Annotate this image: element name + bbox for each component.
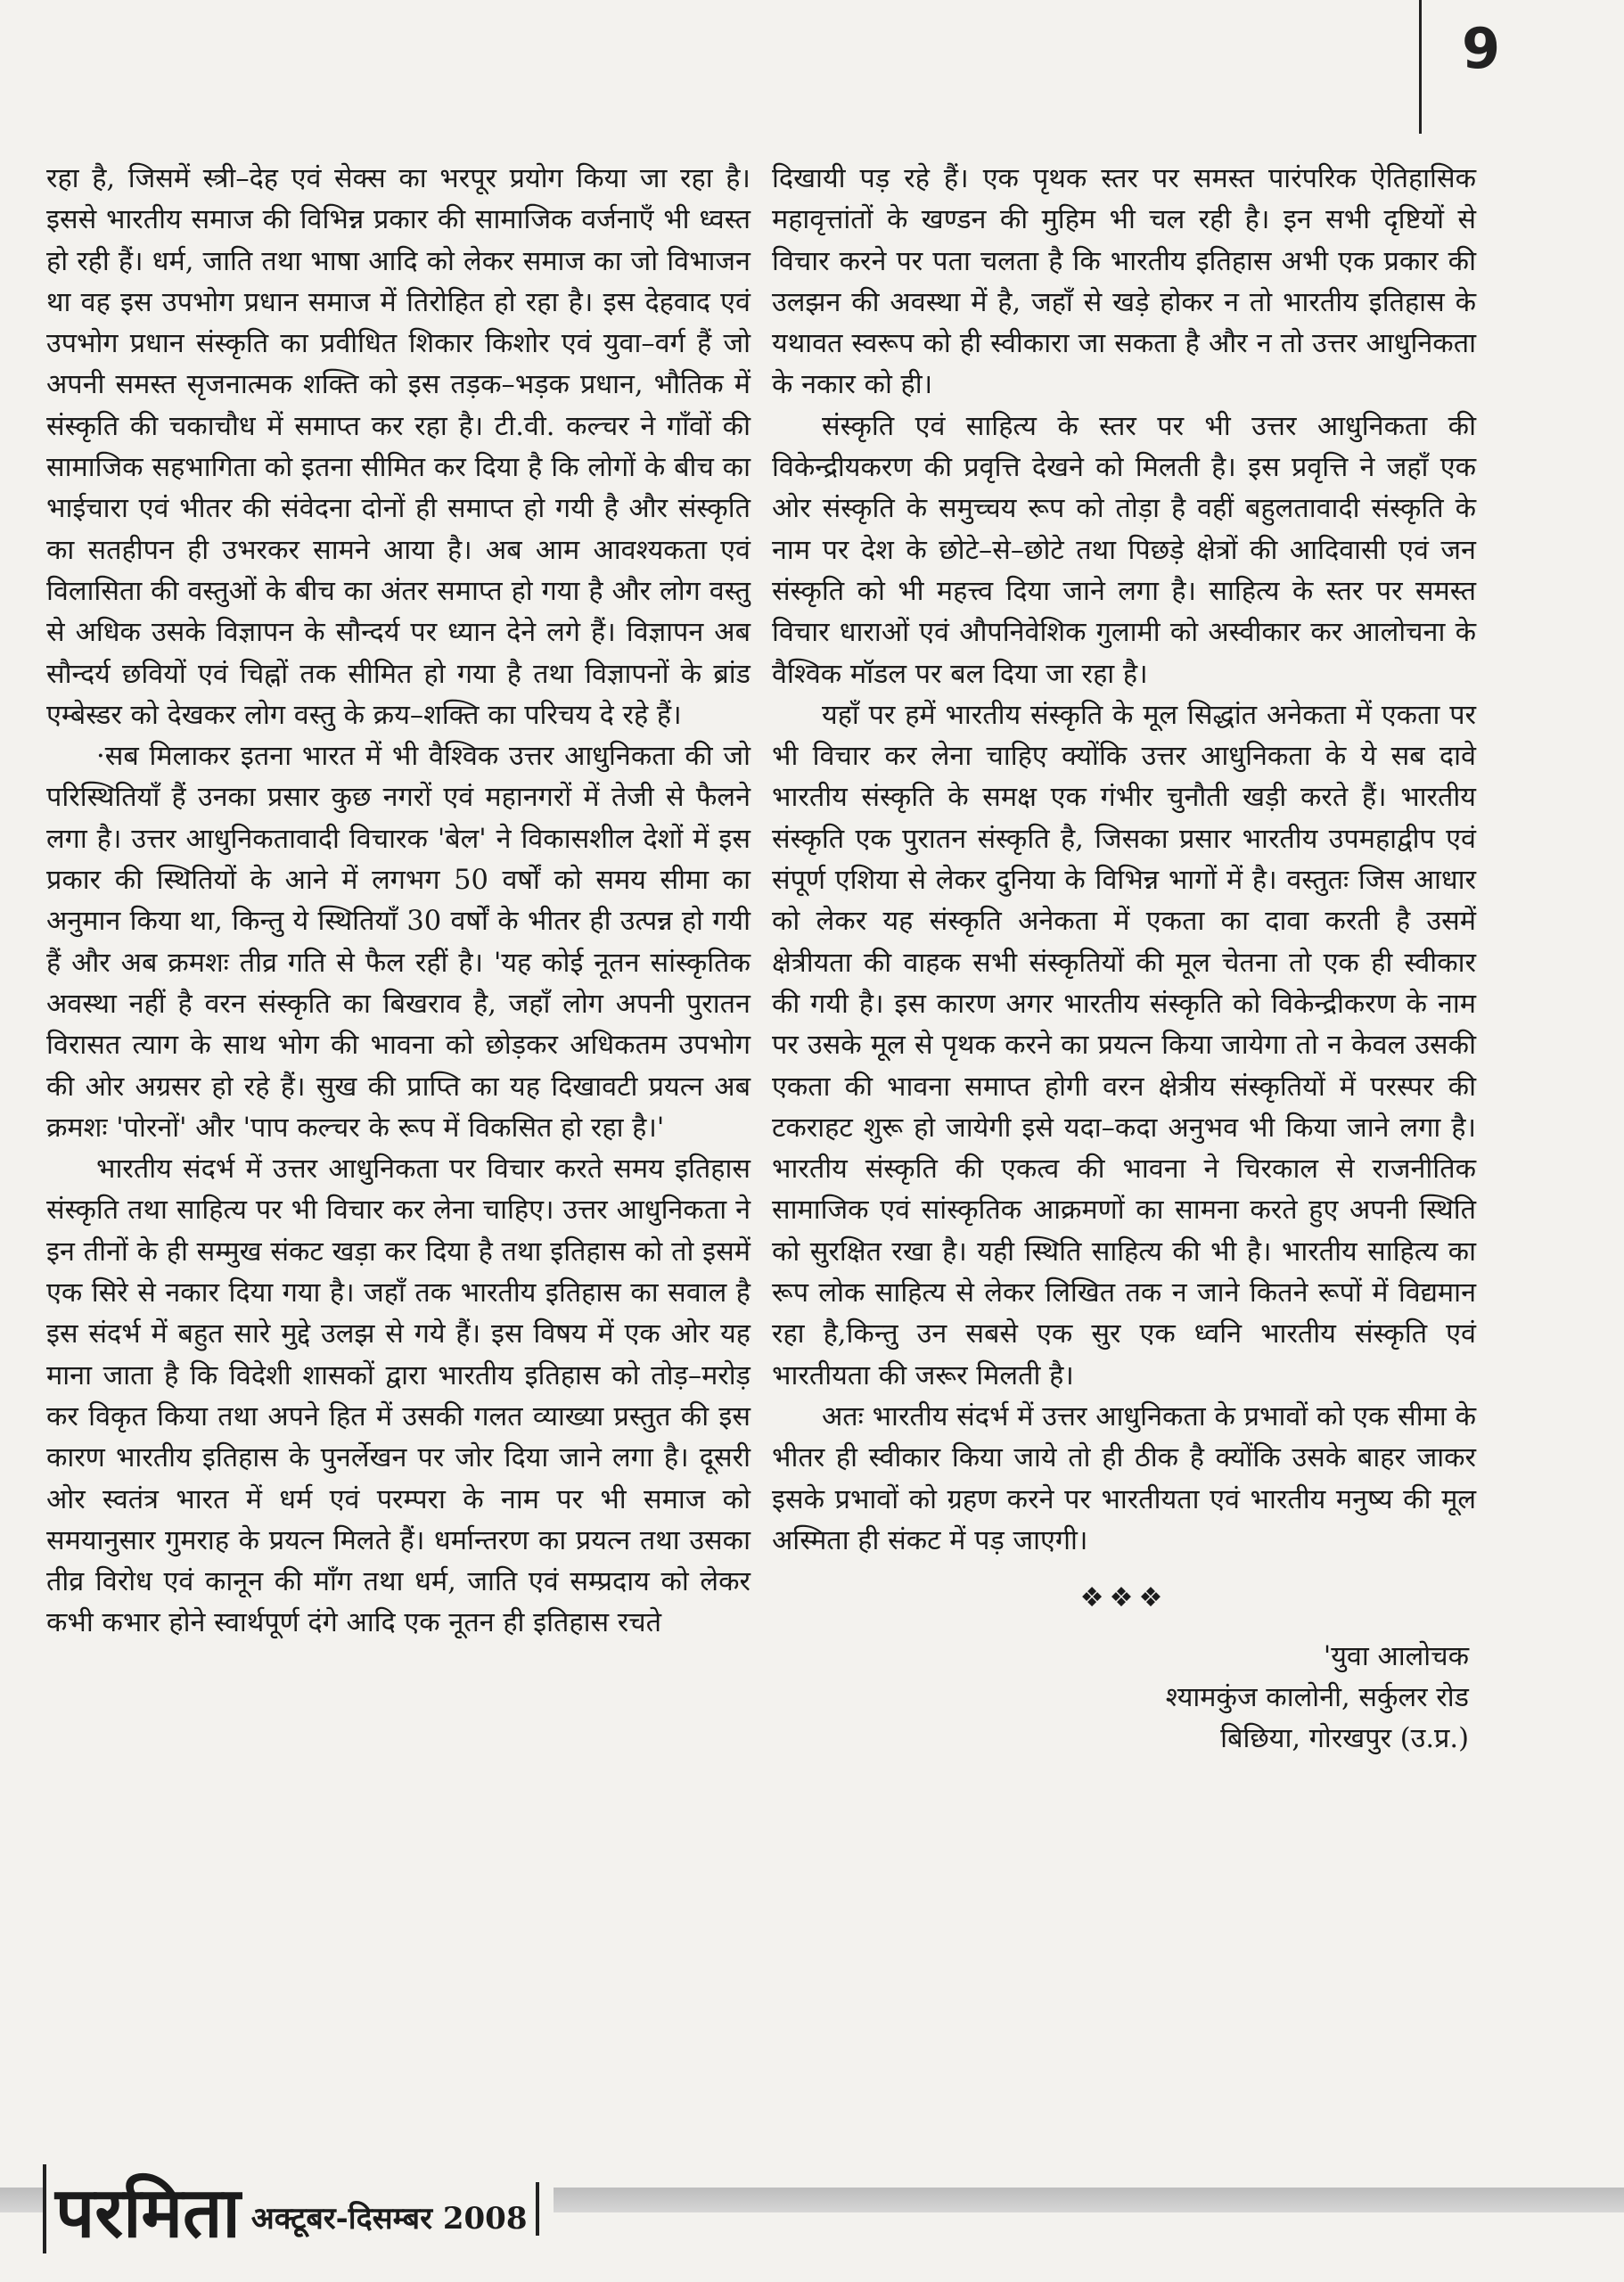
right-paragraph-1: दिखायी पड़ रहे हैं। एक पृथक स्तर पर समस्त पारंपरिक ऐतिहासिक महावृत्तांतों के खण्डन की मुहिम भी चल रही है। इन सभी दृष्टियों से विचार करने पर पता चलता है कि भारतीय इतिहास अभी एक प्रकार की उलझन की अवस्था में है, जहाँ से खड़े होकर न तो भारतीय इतिहास के यथावत स्वरूप को ही स्वीकारा जा सकता है और न तो उत्तर आधुनिकता के नकार को ही। [772, 163, 1476, 401]
author-title: 'युवा आलोचक [1323, 1641, 1469, 1673]
top-divider [1419, 0, 1422, 134]
right-paragraph-4: अतः भारतीय संदर्भ में उत्तर आधुनिकता के प्रभावों को एक सीमा के भीतर ही स्वीकार किया जाये तो ही ठीक है क्योंकि उसके बाहर जाकर इसके प्रभावों को ग्रहण करने पर भारतीयता एवं भारतीय मनुष्य की मूल अस्मिता ही संकट में पड़ जाएगी। [772, 1400, 1476, 1556]
author-city: बिछिया, गोरखपुर (उ.प्र.) [1220, 1723, 1469, 1755]
footer-left-bar [43, 2164, 46, 2253]
issue-date: अक्टूबर-दिसम्बर 2008 [250, 2201, 528, 2237]
left-column [46, 159, 750, 1645]
magazine-name: परमिता [55, 2172, 241, 2253]
footer [43, 2164, 554, 2253]
footer-right-bar [536, 2182, 539, 2236]
left-paragraph-1: रहा है, जिसमें स्त्री–देह एवं सेक्स का भरपूर प्रयोग किया जा रहा है। इससे भारतीय समाज की विभिन्न प्रकार की सामाजिक वर्जनाएँ भी ध्वस्त हो रही हैं। धर्म, जाति तथा भाषा आदि को लेकर समाज का जो विभाजन था वह इस उपभोग प्रधान समाज में तिरोहित हो रहा है। इस देहवाद एवं उपभोग प्रधान संस्कृति का प्रवीधित शिकार किशोर एवं युवा–वर्ग हैं जो अपनी समस्त सृजनात्मक शक्ति को इस तड़क–भड़क प्रधान, भौतिक में संस्कृति की चकाचौध में समाप्त कर रहा है। टी.वी. कल्चर ने गाँवों की सामाजिक सहभागिता को इतना सीमित कर दिया है कि लोगों के बीच का भाईचारा एवं भीतर की संवेदना दोनों ही समाप्त हो गयी है और संस्कृति का सतहीपन ही उभरकर सामने आया है। अब आम आवश्यकता एवं विलासिता की वस्तुओं के बीच का अंतर समाप्त हो गया है और लोग वस्तु से अधिक उसके विज्ञापन के सौन्दर्य पर ध्यान देने लगे हैं। विज्ञापन अब सौन्दर्य छवियों एवं चिह्नों तक सीमित हो गया है तथा विज्ञापनों के ब्रांड एम्बेस्डर को देखकर लोग वस्तु के क्रय–शक्ति का परिचय दे रहे हैं। [46, 163, 750, 731]
right-column [772, 159, 1476, 1760]
author-block [772, 1637, 1476, 1760]
left-paragraph-2: ·सब मिलाकर इतना भारत में भी वैश्विक उत्तर आधुनिकता की जो परिस्थितियाँ हैं उनका प्रसार कुछ नगरों एवं महानगरों में तेजी से फैलने लगा है। उत्तर आधुनिकतावादी विचारक 'बेल' ने विकासशील देशों में इस प्रकार की स्थितियों के आने में लगभग 50 वर्षों को समय सीमा का अनुमान किया था, किन्तु ये स्थितियाँ 30 वर्षों के भीतर ही उत्पन्न हो गयी हैं और अब क्रमशः तीव्र गति से फैल रहीं है। 'यह कोई नूतन सांस्कृतिक अवस्था नहीं है वरन संस्कृति का बिखराव है, जहाँ लोग अपनी पुरातन विरासत त्याग के साथ भोग की भावना को छोड़कर अधिकतम उपभोग की ओर अग्रसर हो रहे हैं। सुख की प्राप्ति का यह दिखावटी प्रयत्न अब क्रमशः 'पोरनों' और 'पाप कल्चर के रूप में विकसित हो रहा है।' [46, 741, 750, 1144]
page-number: 9 [1462, 16, 1501, 81]
author-address: श्यामकुंज कालोनी, सर्कुलर रोड [1165, 1682, 1469, 1714]
right-paragraph-3: यहाँ पर हमें भारतीय संस्कृति के मूल सिद्धांत अनेकता में एकता पर भी विचार कर लेना चाहिए क्योंकि उत्तर आधुनिकता के ये सब दावे भारतीय संस्कृति के समक्ष एक गंभीर चुनौती खड़ी करते हैं। भारतीय संस्कृति एक पुरातन संस्कृति है, जिसका प्रसार भारतीय उपमहाद्वीप एवं संपूर्ण एशिया से लेकर दुनिया के विभिन्न भागों में है। वस्तुतः जिस आधार को लेकर यह संस्कृति अनेकता में एकता का दावा करती है उसमें क्षेत्रीयता की वाहक सभी संस्कृतियों की मूल चेतना तो एक ही स्वीकार की गयी है। इस कारण अगर भारतीय संस्कृति को विकेन्द्रीकरण के नाम पर उसके मूल से पृथक करने का प्रयत्न किया जायेगा तो न केवल उसकी एकता की भावना समाप्त होगी वरन क्षेत्रीय संस्कृतियों में परस्पर की टकराहट शुरू हो जायेगी इसे यदा–कदा अनुभव भी किया जाने लगा है। भारतीय संस्कृति की एकत्व की भावना ने चिरकाल से राजनीतिक सामाजिक एवं सांस्कृतिक आक्रमणों का सामना करते हुए अपनी स्थिति को सुरक्षित रखा है। यही स्थिति साहित्य की भी है। भारतीय साहित्य का रूप लोक साहित्य से लेकर लिखित तक न जाने कितने रूपों में विद्यमान रहा है,किन्तु उन सबसे एक सुर एक ध्वनि भारतीय संस्कृति एवं भारतीयता की जरूर मिलती है। [772, 699, 1476, 1391]
section-end-ornament: ❖❖❖ [1079, 1582, 1169, 1614]
right-paragraph-2: संस्कृति एवं साहित्य के स्तर पर भी उत्तर आधुनिकता की विकेन्द्रीयकरण की प्रवृत्ति देखने को मिलती है। इस प्रवृत्ति ने जहाँ एक ओर संस्कृति के समुच्चय रूप को तोड़ा है वहीं बहुलतावादी संस्कृति के नाम पर देश के छोटे–से–छोटे तथा पिछड़े क्षेत्रों की आदिवासी एवं जन संस्कृति को भी महत्त्व दिया जाने लगा है। साहित्य के स्तर पर समस्त विचार धाराओं एवं औपनिवेशिक गुलामी को अस्वीकार कर आलोचना के वैश्विक मॉडल पर बल दिया जा रहा है। [772, 410, 1476, 690]
left-paragraph-3: भारतीय संदर्भ में उत्तर आधुनिकता पर विचार करते समय इतिहास संस्कृति तथा साहित्य पर भी विचार कर लेना चाहिए। उत्तर आधुनिकता ने इन तीनों के ही सम्मुख संकट खड़ा कर दिया है तथा इतिहास को तो इसमें एक सिरे से नकार दिया गया है। जहाँ तक भारतीय इतिहास का सवाल है इस संदर्भ में बहुत सारे मुद्दे उलझ से गये हैं। इस विषय में एक ओर यह माना जाता है कि विदेशी शासकों द्वारा भारतीय इतिहास को तोड़–मरोड़ कर विकृत किया तथा अपने हित में उसकी गलत व्याख्या प्रस्तुत की इस कारण भारतीय इतिहास के पुनर्लेखन पर जोर दिया जाने लगा है। दूसरी ओर स्वतंत्र भारत में धर्म एवं परम्परा के नाम पर भी समाज को समयानुसार गुमराह के प्रयत्न मिलते हैं। धर्मान्तरण का प्रयत्न तथा उसका तीव्र विरोध एवं कानून की माँग तथा धर्म, जाति एवं सम्प्रदाय को लेकर कभी कभार होने स्वार्थपूर्ण दंगे आदि एक नूतन ही इतिहास रचते [46, 1153, 750, 1639]
